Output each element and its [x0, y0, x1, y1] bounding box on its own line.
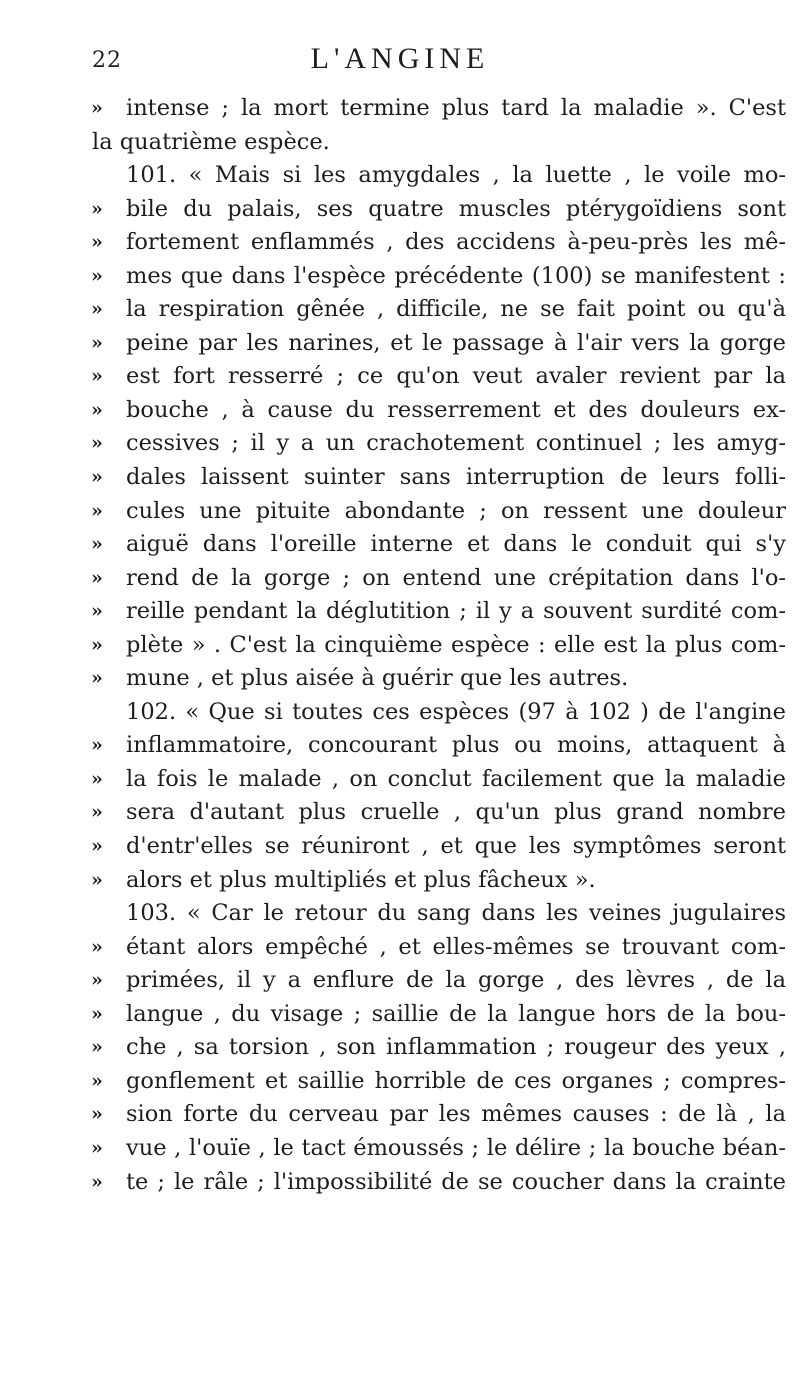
guillemet-margin-mark: » [91, 1069, 103, 1092]
line-text: inflammatoire, concourant plus ou moins, attaquent à [126, 732, 786, 759]
text-line [0, 293, 800, 327]
text-line [0, 92, 800, 126]
line-text: vue , l'ouïe , le tact émoussés ; le délire ; la bouche béan- [126, 1134, 786, 1161]
line-text: sion forte du cerveau par les mêmes causes : de là , la [126, 1101, 786, 1128]
guillemet-margin-mark: » [91, 97, 103, 119]
line-text: fortement enflammés , des accidens à-peu-près les mê- [126, 229, 786, 256]
line-text: cessives ; il y a un crachotement continuel ; les amyg- [126, 430, 786, 457]
text-line [0, 562, 800, 596]
text-line [0, 897, 800, 931]
guillemet-margin-mark: » [91, 264, 103, 287]
text-line [0, 1132, 800, 1166]
guillemet-margin-mark: » [91, 533, 103, 556]
text-line [0, 763, 800, 797]
guillemet-margin-mark: » [91, 466, 103, 489]
text-line [0, 729, 800, 763]
text-line [0, 495, 800, 529]
guillemet-margin-mark: » [91, 600, 103, 623]
line-text: la quatrième espèce. [92, 128, 330, 155]
line-text: est fort resserré ; ce qu'on veut avaler revient par la [126, 363, 786, 390]
line-text: 102. « Que si toutes ces espèces (97 à 102 ) de l'angine [126, 698, 786, 725]
line-text: bile du palais, ses quatre muscles ptérygoïdiens sont [126, 195, 786, 222]
line-text: reille pendant la déglutition ; il y a souvent surdité com- [126, 598, 786, 625]
guillemet-margin-mark: » [91, 499, 103, 522]
text-line [0, 1031, 800, 1065]
guillemet-margin-mark: » [91, 231, 103, 254]
text-line [0, 360, 800, 394]
line-text: langue , du visage ; saillie de la langue hors de la bou- [126, 1000, 786, 1027]
line-text: che , sa torsion , son inflammation ; rougeur des yeux , [126, 1034, 786, 1061]
guillemet-margin-mark: » [91, 1036, 103, 1059]
text-line [0, 159, 800, 193]
text-line [0, 126, 800, 160]
guillemet-margin-mark: » [91, 667, 103, 690]
guillemet-margin-mark: » [91, 197, 103, 220]
text-line [0, 595, 800, 629]
text-line [0, 461, 800, 495]
line-text: la fois le malade , on conclut facilement que la maladie [126, 765, 786, 792]
text-line [0, 662, 800, 696]
line-text: dales laissent suinter sans interruption de leurs folli- [126, 464, 786, 491]
guillemet-margin-mark: » [91, 868, 103, 891]
guillemet-margin-mark: » [91, 935, 103, 958]
line-text: mes que dans l'espèce précédente (100) se manifestent : [126, 262, 786, 289]
guillemet-margin-mark: » [91, 398, 103, 421]
line-text: te ; le râle ; l'impossibilité de se coucher dans la crainte [126, 1168, 786, 1195]
line-text: cules une pituite abondante ; on ressent une douleur [126, 497, 786, 524]
line-text: sera d'autant plus cruelle , qu'un plus grand nombre [126, 799, 786, 826]
line-text: d'entr'elles se réuniront , et que les symptômes seront [126, 833, 786, 860]
line-text: mune , et plus aisée à guérir que les autres. [126, 665, 629, 692]
line-text: étant alors empêché , et elles-mêmes se trouvant com- [126, 933, 786, 960]
guillemet-margin-mark: » [91, 566, 103, 589]
text-line [0, 427, 800, 461]
text-line [0, 394, 800, 428]
text-line [0, 226, 800, 260]
line-text: la respiration gênée , difficile, ne se fait point ou qu'à [126, 296, 786, 323]
guillemet-margin-mark: » [91, 801, 103, 824]
guillemet-margin-mark: » [91, 432, 103, 455]
line-text: primées, il y a enflure de la gorge , des lèvres , de la [126, 967, 786, 994]
guillemet-margin-mark: » [91, 1170, 103, 1193]
line-text: plète » . C'est la cinquième espèce : elle est la plus com- [126, 631, 786, 658]
text-line [0, 629, 800, 663]
text-line [0, 931, 800, 965]
guillemet-margin-mark: » [91, 969, 103, 992]
guillemet-margin-mark: » [91, 331, 103, 354]
text-line [0, 528, 800, 562]
guillemet-margin-mark: » [91, 1002, 103, 1025]
text-line [0, 1098, 800, 1132]
text-line [0, 327, 800, 361]
guillemet-margin-mark: » [91, 734, 103, 757]
line-text: gonflement et saillie horrible de ces organes ; compres- [126, 1067, 786, 1094]
guillemet-margin-mark: » [91, 1103, 103, 1126]
text-line [0, 998, 800, 1032]
text-line [0, 696, 800, 730]
text-line [0, 260, 800, 294]
page-number: 22 [92, 48, 122, 73]
text-line [0, 796, 800, 830]
running-head: L'ANGINE [310, 42, 490, 75]
text-line [0, 1166, 800, 1200]
line-text: intense ; la mort termine plus tard la maladie ». C'est [126, 95, 786, 121]
text-line [0, 964, 800, 998]
guillemet-margin-mark: » [91, 1136, 103, 1159]
text-line [0, 864, 800, 898]
line-text: peine par les narines, et le passage à l'air vers la gorge [126, 329, 786, 356]
line-text: aiguë dans l'oreille interne et dans le conduit qui s'y [126, 531, 786, 558]
line-text: bouche , à cause du resserrement et des douleurs ex- [126, 396, 786, 423]
text-line [0, 1065, 800, 1099]
guillemet-margin-mark: » [91, 365, 103, 388]
guillemet-margin-mark: » [91, 767, 103, 790]
text-line [0, 193, 800, 227]
line-text: alors et plus multipliés et plus fâcheux ». [126, 866, 596, 893]
page-header [0, 42, 800, 82]
guillemet-margin-mark: » [91, 633, 103, 656]
line-text: 101. « Mais si les amygdales , la luette , le voile mo- [126, 162, 786, 189]
line-text: rend de la gorge ; on entend une crépitation dans l'o- [126, 564, 786, 591]
guillemet-margin-mark: » [91, 298, 103, 321]
guillemet-margin-mark: » [91, 835, 103, 858]
text-line [0, 830, 800, 864]
line-text: 103. « Car le retour du sang dans les veines jugulaires [126, 900, 786, 927]
body-text [0, 92, 800, 1199]
